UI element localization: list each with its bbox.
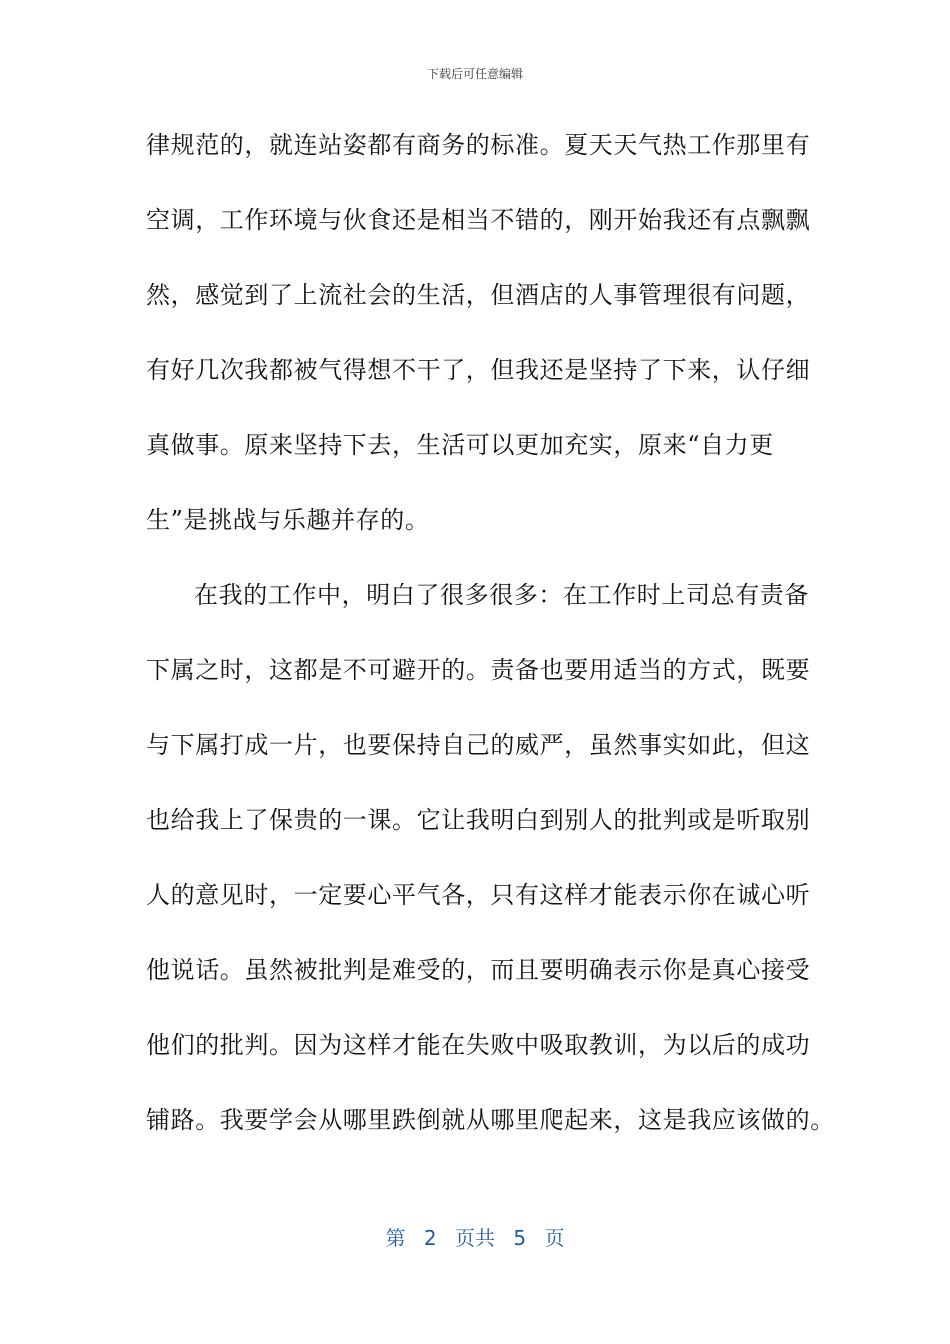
page-header: 下载后可任意编辑 xyxy=(426,67,523,81)
page-middle: 页共 xyxy=(455,1226,495,1250)
text-line: 空调，工作环境与伙食还是相当不错的，刚开始我还有点飘飘 xyxy=(146,206,811,234)
total-pages-number: 5 xyxy=(513,1226,527,1250)
text-line: 他们的批判。因为这样才能在失败中吸取教训，为以后的成功 xyxy=(146,1031,811,1059)
page-number-footer xyxy=(0,1224,950,1252)
text-line: 生”是挑战与乐趣并存的。 xyxy=(146,506,430,534)
text-line: 铺路。我要学会从哪里跌倒就从哪里爬起来，这是我应该做的。 xyxy=(146,1106,835,1134)
text-line: 有好几次我都被气得想不干了，但我还是坚持了下来，认仔细 xyxy=(146,356,811,384)
page-suffix: 页 xyxy=(544,1226,565,1250)
text-line: 下属之时，这都是不可避开的。责备也要用适当的方式，既要 xyxy=(146,656,811,684)
text-line: 然，感觉到了上流社会的生活，但酒店的人事管理很有问题， xyxy=(146,281,811,309)
text-line: 也给我上了保贵的一课。它让我明白到别人的批判或是听取别 xyxy=(146,806,811,834)
document-body xyxy=(146,108,835,1158)
current-page-number: 2 xyxy=(423,1226,437,1250)
text-line: 他说话。虽然被批判是难受的，而且要明确表示你是真心接受 xyxy=(146,956,811,984)
text-line: 律规范的，就连站姿都有商务的标准。夏天天气热工作那里有 xyxy=(146,131,811,159)
paragraph-start-line: 在我的工作中，明白了很多很多：在工作时上司总有责备 xyxy=(194,581,809,609)
text-line: 与下属打成一片，也要保持自己的威严，虽然事实如此，但这 xyxy=(146,731,811,759)
page-prefix: 第 xyxy=(385,1226,406,1250)
text-line: 真做事。原来坚持下去，生活可以更加充实，原来“自力更 xyxy=(146,431,774,459)
text-line: 人的意见时，一定要心平气各，只有这样才能表示你在诚心听 xyxy=(146,881,811,909)
